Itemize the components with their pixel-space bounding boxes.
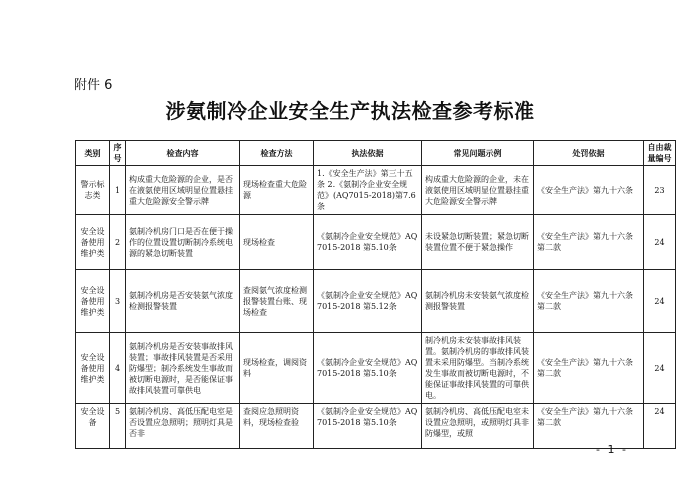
document-title: 涉氨制冷企业安全生产执法检查参考标准 [165,99,535,123]
cell-category: 安全设备使用维护类 [76,333,110,404]
table-row [76,270,676,333]
cell-penalty: 《安全生产法》第九十六条第二款 [534,333,644,404]
column-header-content: 检查内容 [126,141,240,166]
cell-example: 氨制冷机房未安装氨气浓度检测报警装置 [422,270,534,333]
cell-basis: 《氨制冷企业安全规范》AQ7015-2018 第5.10条 [314,404,422,449]
cell-content: 氨制冷机房门口是否在便于操作的位置设置切断制冷系统电源的紧急切断装置 [126,215,240,270]
cell-content: 氨制冷机房是否安装事故排风装置；事故排风装置是否采用防爆型；制冷系统发生事故而被切断电源时，是否能保证事故排风装置可靠供电 [126,333,240,404]
cell-penalty: 《安全生产法》第九十六条第二款 [534,215,644,270]
cell-basis: 《氨制冷企业安全规范》AQ7015-2018 第5.12条 [314,270,422,333]
cell-no: 2 [110,215,126,270]
cell-basis: 《氨制冷企业安全规范》AQ7015-2018 第5.10条 [314,215,422,270]
inspection-table-container [75,140,675,438]
cell-example: 构成重大危险源的企业，未在液氨使用区域明显位置悬挂重大危险源安全警示牌 [422,166,534,215]
cell-category: 安全设备 [76,404,110,449]
cell-no: 1 [110,166,126,215]
cell-method: 现场检查重大危险源 [240,166,314,215]
cell-category: 警示标志类 [76,166,110,215]
cell-content: 氨制冷机房是否安装氨气浓度检测报警装置 [126,270,240,333]
cell-method: 查阅氨气浓度检测报警装置台账、现场检查 [240,270,314,333]
page-number: - 1 - [596,443,628,456]
cell-basis: 《氨制冷企业安全规范》AQ7015-2018 第5.10条 [314,333,422,404]
cell-no: 5 [110,404,126,449]
cell-basis: 1.《安全生产法》第三十五条 2.《氨制冷企业安全规范》(AQ7015-2018)第7.6条 [314,166,422,215]
cell-example: 制冷机房未安装事故排风装置。氨制冷机房的事故排风装置未采用防爆型。当制冷系统发生事故而被切断电源时，不能保证事故排风装置的可靠供电。 [422,333,534,404]
cell-no: 4 [110,333,126,404]
cell-method: 查阅应急照明资料，现场检查验 [240,404,314,449]
table-row [76,215,676,270]
cell-penalty: 《安全生产法》第九十六条 [534,166,644,215]
column-header-method: 检查方法 [240,141,314,166]
column-header-penalty: 处罚依据 [534,141,644,166]
cell-category: 安全设备使用维护类 [76,270,110,333]
cell-category: 安全设备使用维护类 [76,215,110,270]
column-header-category: 类别 [76,141,110,166]
table-row [76,333,676,404]
cell-code: 24 [644,270,676,333]
column-header-basis: 执法依据 [314,141,422,166]
table-row [76,404,676,449]
cell-code: 24 [644,333,676,404]
cell-content: 氨制冷机房、高低压配电室是否设置应急照明；照明灯具是否非 [126,404,240,449]
cell-penalty: 《安全生产法》第九十六条第二款 [534,270,644,333]
column-header-no: 序号 [110,141,126,166]
cell-penalty: 《安全生产法》第九十六条第二款 [534,404,644,449]
table-header-row [76,141,676,166]
column-header-example: 常见问题示例 [422,141,534,166]
inspection-standards-table [75,140,676,449]
cell-code: 23 [644,166,676,215]
cell-example: 未设紧急切断装置；紧急切断装置位置不便于紧急操作 [422,215,534,270]
cell-content: 构成重大危险源的企业，是否在液氨使用区域明显位置悬挂重大危险源安全警示牌 [126,166,240,215]
cell-method: 现场检查，调阅资料 [240,333,314,404]
cell-no: 3 [110,270,126,333]
cell-code: 24 [644,404,676,449]
attachment-label: 附件 6 [74,78,113,93]
cell-code: 24 [644,215,676,270]
cell-example: 氨制冷机房、高低压配电室未设置应急照明，或照明灯具非防爆型，或照 [422,404,534,449]
cell-method: 现场检查 [240,215,314,270]
table-row [76,166,676,215]
column-header-code: 自由裁量编号 [644,141,676,166]
